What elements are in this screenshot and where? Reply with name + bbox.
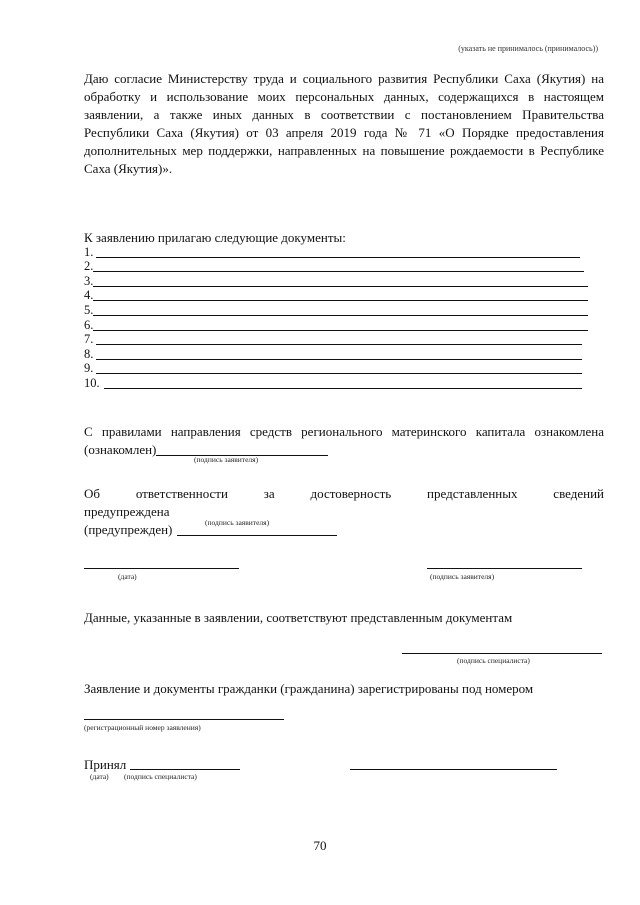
registration-text: Заявление и документы гражданки (гражданина) зарегистрированы под номером bbox=[84, 681, 534, 696]
documents-list bbox=[84, 245, 588, 391]
applicant-signature-caption: (подпись заявителя) bbox=[430, 572, 495, 581]
document-line[interactable] bbox=[84, 318, 588, 333]
responsibility-ack-paragraph bbox=[84, 485, 604, 539]
responsibility-ack-caption: (подпись заявителя) bbox=[205, 518, 270, 527]
document-number: 4. bbox=[84, 288, 94, 303]
responsibility-ack-last-word: (предупрежден) bbox=[84, 522, 173, 537]
rules-ack-paragraph bbox=[84, 423, 604, 459]
document-line[interactable] bbox=[84, 260, 588, 275]
registration-number-line[interactable] bbox=[84, 719, 284, 720]
rules-ack-caption: (подпись заявителя) bbox=[194, 455, 259, 464]
documents-intro: К заявлению прилагаю следующие документы: bbox=[84, 230, 346, 245]
responsibility-ack-signature-line[interactable] bbox=[177, 535, 337, 536]
document-line[interactable] bbox=[84, 274, 588, 289]
data-match-caption: (подпись специалиста) bbox=[457, 656, 530, 665]
accepted-label: Принял bbox=[84, 757, 127, 772]
responsibility-ack-text: Об ответственности за достоверность представленных сведений предупреждена bbox=[84, 486, 604, 519]
document-line[interactable] bbox=[84, 245, 588, 260]
accepted-date-line[interactable] bbox=[130, 769, 240, 770]
accepted-signature-line[interactable] bbox=[350, 769, 557, 770]
accepted-date-caption: (дата) bbox=[90, 772, 109, 781]
document-number: 8. bbox=[84, 346, 94, 361]
document-line[interactable] bbox=[84, 333, 588, 348]
registration-caption: (регистрационный номер заявления) bbox=[84, 723, 201, 732]
document-line[interactable] bbox=[84, 289, 588, 304]
page-number: 70 bbox=[313, 838, 327, 853]
document-line[interactable] bbox=[84, 303, 588, 318]
date-caption: (дата) bbox=[118, 572, 137, 581]
accepted-row bbox=[84, 757, 240, 773]
specialist-signature-line[interactable] bbox=[402, 653, 602, 654]
consent-paragraph: Даю согласие Министерству труда и социального развития Республики Саха (Якутия) на обработку и использование моих персональных данных, содержащихся в настоящем заявлении, а также иных данных в соответствии с постановлением Правительства Республики Саха (Якутия) от 03 апреля 2019 года № 71 «О Порядке предоставления дополнительных мер поддержки, направленных на повышение рождаемости в Республике Саха (Якутия)». bbox=[84, 71, 604, 176]
document-line[interactable] bbox=[84, 376, 588, 391]
rules-ack-last-word: (ознакомлен) bbox=[84, 442, 157, 457]
document-line[interactable] bbox=[84, 347, 588, 362]
document-number: 6. bbox=[84, 317, 94, 332]
document-number: 10. bbox=[84, 375, 100, 390]
date-line[interactable] bbox=[84, 568, 239, 569]
document-number: 5. bbox=[84, 302, 94, 317]
document-number: 7. bbox=[84, 332, 94, 347]
document-number: 2. bbox=[84, 259, 94, 274]
document-number: 9. bbox=[84, 361, 94, 376]
applicant-signature-line[interactable] bbox=[427, 568, 582, 569]
document-number: 3. bbox=[84, 273, 94, 288]
document-line[interactable] bbox=[84, 362, 588, 377]
data-match-text: Данные, указанные в заявлении, соответствуют представленным документам bbox=[84, 610, 513, 625]
document-number: 1. bbox=[84, 244, 94, 259]
top-note: (указать не принималось (принималось)) bbox=[458, 44, 598, 53]
rules-ack-text: С правилами направления средств регионального материнского капитала ознакомлена bbox=[84, 424, 604, 439]
accepted-signature-caption: (подпись специалиста) bbox=[124, 772, 197, 781]
